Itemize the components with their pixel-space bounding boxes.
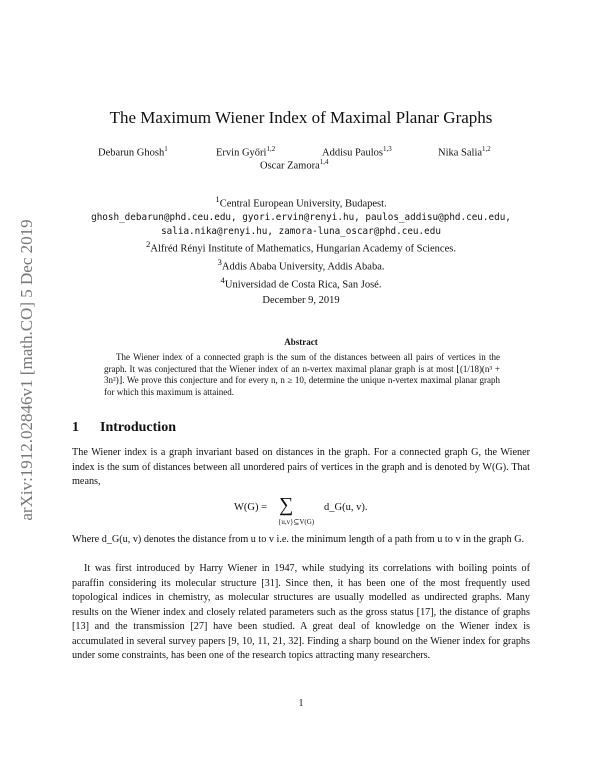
affiliations — [72, 193, 530, 292]
page-number: 1 — [298, 698, 304, 709]
author: Nika Salia$^{1,2}$ — [438, 145, 491, 159]
equation-rhs: d_G(u, v). — [324, 502, 368, 513]
equation-lhs: W(G) = — [234, 502, 268, 513]
paragraph: The Wiener index is a graph invariant based on distances in the graph. For a connected graph G, the Wiener index is the sum of distances between all unordered pairs of vertices in the graph and is denoted by W(G). That means, — [72, 447, 530, 487]
abstract-body — [104, 352, 500, 398]
arxiv-identifier: arXiv:1912.02846v1 [math.CO] 5 Dec 2019 — [17, 219, 36, 521]
affiliation-2: $^2$Alfréd Rényi Institute of Mathematics, Hungarian Academy of Sciences. — [146, 239, 456, 255]
section-heading — [72, 420, 176, 436]
arxiv-sidebar — [14, 160, 40, 580]
section-number: 1 — [72, 420, 79, 435]
affiliation-3: $^3$Addis Ababa University, Addis Ababa. — [217, 257, 385, 273]
sum-subscript: {u,v}⊆V(G) — [278, 518, 315, 526]
paper-date: December 9, 2019 — [262, 295, 340, 306]
abstract-heading: Abstract — [284, 337, 318, 347]
author: Ervin Győri$^{1,2}$ — [216, 145, 276, 159]
author: Addisu Paulos$^{1,3}$ — [322, 145, 392, 159]
affiliation-4: $^4$Universidad de Costa Rica, San José. — [220, 275, 382, 291]
affiliation-1: $^1$Central European University, Budapest. — [215, 194, 387, 210]
sum-symbol: ∑ — [279, 494, 294, 516]
abstract-text: The Wiener index of a connected graph is the sum of the distances between all pairs of vertices in the graph. It was conjectured that the Wiener index of an n-vertex maximal planar graph is at most ⌊(1/18)(n³ + 3n²)⌋. We prove this conjecture and for every n, n ≥ 10, determine the unique n-vertex maximal planar graph for which this maximum is attained. — [104, 352, 500, 397]
email-line: ghosh_debarun@phd.ceu.edu, gyori.ervin@renyi.hu, paulos_addisu@phd.ceu.edu, — [91, 212, 511, 223]
author: Oscar Zamora$^{1,4}$ — [260, 158, 329, 172]
author: Debarun Ghosh$^1$ — [98, 145, 168, 159]
equation — [72, 496, 530, 530]
paper-title: The Maximum Wiener Index of Maximal Planar Graphs — [109, 108, 493, 127]
paragraph: It was first introduced by Harry Wiener in 1947, while studying its correlations with boiling points of paraffin considering its molecular structure [31]. Since then, it has been one of the most frequently used topological indices in chemistry, as molecular structures are usually modelled as undirected graphs. Many results on the Wiener index and closely related parameters such as the gross status [17], the distance of graphs [13] and the transmission [27] have been studied. A great deal of knowledge on the Wiener index is accumulated in several survey papers [9, 10, 11, 21, 32]. Finding a sharp bound on the Wiener index for graphs under some constraints, has been one of the research topics attracting many researchers. — [72, 563, 530, 661]
section-title: Introduction — [100, 420, 176, 435]
paragraph: Where d_G(u, v) denotes the distance from u to v i.e. the minimum length of a path from u to v in the graph G. — [72, 534, 525, 545]
email-line: salia.nika@renyi.hu, zamora-luna_oscar@phd.ceu.edu — [161, 225, 441, 237]
